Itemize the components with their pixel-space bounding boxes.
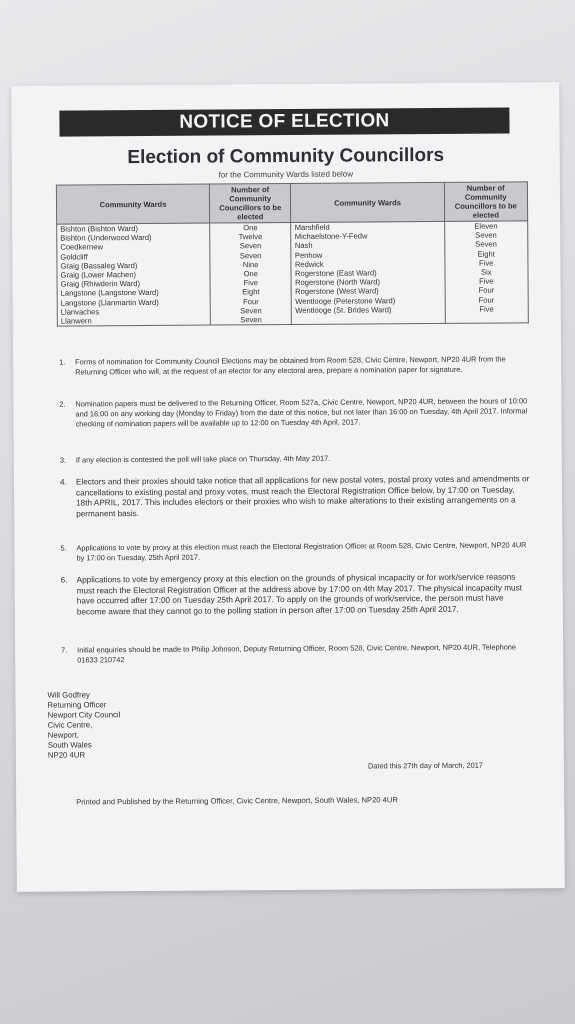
ward-name: Rogerstone (West Ward) [295, 286, 379, 297]
item-number: 5. [60, 543, 67, 553]
notice-item [60, 572, 533, 617]
ward-name: Graig (Rhiwderin Ward) [60, 279, 141, 289]
document-title: Election of Community Councillors [127, 144, 445, 169]
header-councillors-right: Number of Community Councillors to be elected [444, 182, 528, 222]
signature-line: Newport City Council [47, 710, 121, 720]
notice-item [59, 396, 531, 429]
councillor-count: Five [478, 258, 494, 268]
signature-block [47, 690, 120, 761]
signature-line: Will Godfrey [47, 690, 90, 700]
right-wards-column [291, 221, 445, 324]
item-text: Forms of nomination for Community Council Elections may be obtained from Room 528, Civic Centre, Newport, NP20 4UR from the Returning Officer who will, at the request of an elector for any electoral area, prepare a nomination paper for signature. [75, 354, 506, 377]
ward-name: Graig (Lower Machen) [60, 269, 137, 280]
signature-line: South Wales [47, 740, 92, 750]
item-text: Applications to vote by proxy at this election must reach the Electoral Registration Officer at Room 528, Civic Centre, Newport, NP20 4UR by 17:00 on Tuesday, 25th April 2017. [76, 540, 527, 563]
ward-name: Langstone (Langstone Ward) [60, 288, 159, 298]
item-text: Nomination papers must be delivered to the Returning Officer, Room 527a, Civic Centre, Newport, NP20 4UR, between the hours of 10:00 and 16:00 on any working day (Monday to Friday) from the date of this notice, but not later than 16:00 on Tuesday, 4th April 2017. Informal checking of nomination papers will be available up to 12:00 on Tuesday 4th April, 2017. [75, 396, 528, 429]
councillor-count: Seven [475, 239, 497, 250]
item-text: Initial enquiries should be made to Philip Johnson, Deputy Returning Officer, Room 528, Civic Centre, Newport, NP20 4UR, Telephone 01633 210742 [77, 642, 517, 665]
ward-name: Penhow [294, 250, 323, 260]
document-subtitle: for the Community Wards listed below [218, 169, 354, 180]
councillor-count: Seven [475, 230, 497, 240]
item-number: 3. [59, 455, 67, 465]
councillor-count: Four [478, 295, 495, 305]
councillor-count: Nine [242, 259, 259, 270]
signature-line: NP20 4UR [47, 750, 86, 760]
ward-name: Wentlooge (Peterstone Ward) [295, 295, 396, 306]
councillor-count: Six [480, 267, 492, 277]
ward-name: Rogerstone (East Ward) [294, 268, 377, 278]
item-text: Electors and their proxies should take notice that all applications for new postal votes, postal proxy votes and amendments or cancellations to existing postal and proxy votes, must reach the Electoral Registration Office below, by 17:00 on Tuesday, 18th APRIL, 2017. This includes electors or their proxies who wish to make alterations to their existing arrangements on a permanent basis. [75, 474, 530, 519]
ward-name: Graig (Bassaleg Ward) [60, 260, 138, 271]
ward-name: Coedkernew [60, 242, 103, 252]
councillor-count: Twelve [238, 232, 263, 242]
item-text: If any election is contested the poll will take place on Thursday, 4th May 2017. [75, 453, 331, 465]
councillor-count: Eight [242, 287, 260, 297]
header-councillors-left: Number of Community Councillors to be elected [209, 183, 291, 223]
ward-name: Michaelstone-Y-Fedw [294, 231, 368, 242]
left-counts-column [210, 222, 292, 325]
dated-line: Dated this 27th day of March, 2017 [367, 760, 484, 771]
councillor-count: Four [478, 285, 495, 295]
councillor-count: Five [479, 276, 494, 286]
councillor-count: One [243, 223, 258, 233]
printed-by-line: Printed and Published by the Returning Officer, Civic Centre, Newport, South Wales, NP20 4UR [76, 795, 398, 807]
ward-name: Wentlooge (St. Brides Ward) [295, 304, 392, 315]
ward-name: Nash [294, 241, 313, 251]
notice-item [59, 452, 532, 465]
item-number: 7. [61, 645, 68, 655]
ward-name: Bishton (Underwood Ward) [60, 233, 152, 243]
notice-item [61, 642, 533, 665]
right-counts-column [444, 221, 528, 324]
header-community-wards-right: Community Wards [291, 182, 444, 222]
ward-name: Bishton (Bishton Ward) [60, 224, 139, 234]
notice-paper [11, 82, 565, 892]
councillor-count: Seven [239, 250, 262, 260]
notice-item [59, 354, 531, 377]
notice-items [59, 354, 531, 665]
item-text: Applications to vote by emergency proxy at this election on the grounds of physical incapacity or for work/service reasons must reach the Electoral Registration Officer at the address above by 17:00 on 4th May 2017. The physical incapacity must have occurred after 17:00 on Tuesday 25th April 2017. To apply on the grounds of work/service, the person must have become aware that they cannot go to the polling station in person after 17:00 on Tuesday 25th April 2017. [76, 572, 522, 617]
item-number: 4. [59, 477, 67, 487]
signature-line: Returning Officer [47, 700, 107, 710]
ward-name: Llanvaches [60, 307, 100, 317]
notice-item [60, 540, 532, 563]
councillor-count: One [243, 269, 258, 279]
ward-name: Redwick [294, 259, 324, 269]
item-number: 6. [60, 575, 68, 585]
wards-table [56, 181, 529, 326]
councillor-count: Seven [239, 241, 262, 251]
item-number: 2. [59, 399, 66, 409]
councillor-count: Seven [240, 315, 262, 325]
ward-name: Llanwern [60, 316, 92, 326]
ward-name: Marshfield [294, 222, 330, 232]
councillor-count: Four [243, 296, 259, 306]
councillor-count: Eleven [474, 221, 498, 231]
notice-banner: NOTICE OF ELECTION [59, 107, 509, 136]
signature-line: Civic Centre, [47, 720, 93, 730]
ward-name: Langstone (Llanmartin Ward) [60, 297, 159, 308]
ward-name: Goldcliff [60, 251, 88, 262]
signature-line: Newport, [47, 730, 79, 740]
councillor-count: Five [243, 278, 259, 288]
wards-table-body [57, 221, 529, 326]
ward-name: Rogerstone (North Ward) [295, 277, 381, 288]
wards-table-header [56, 182, 527, 224]
item-number: 1. [59, 357, 66, 367]
councillor-count: Eight [477, 249, 495, 259]
left-wards-column [57, 223, 211, 326]
notice-item [59, 474, 532, 519]
councillor-count: Seven [240, 305, 262, 316]
councillor-count: Five [479, 304, 494, 314]
header-community-wards-left: Community Wards [56, 184, 209, 224]
